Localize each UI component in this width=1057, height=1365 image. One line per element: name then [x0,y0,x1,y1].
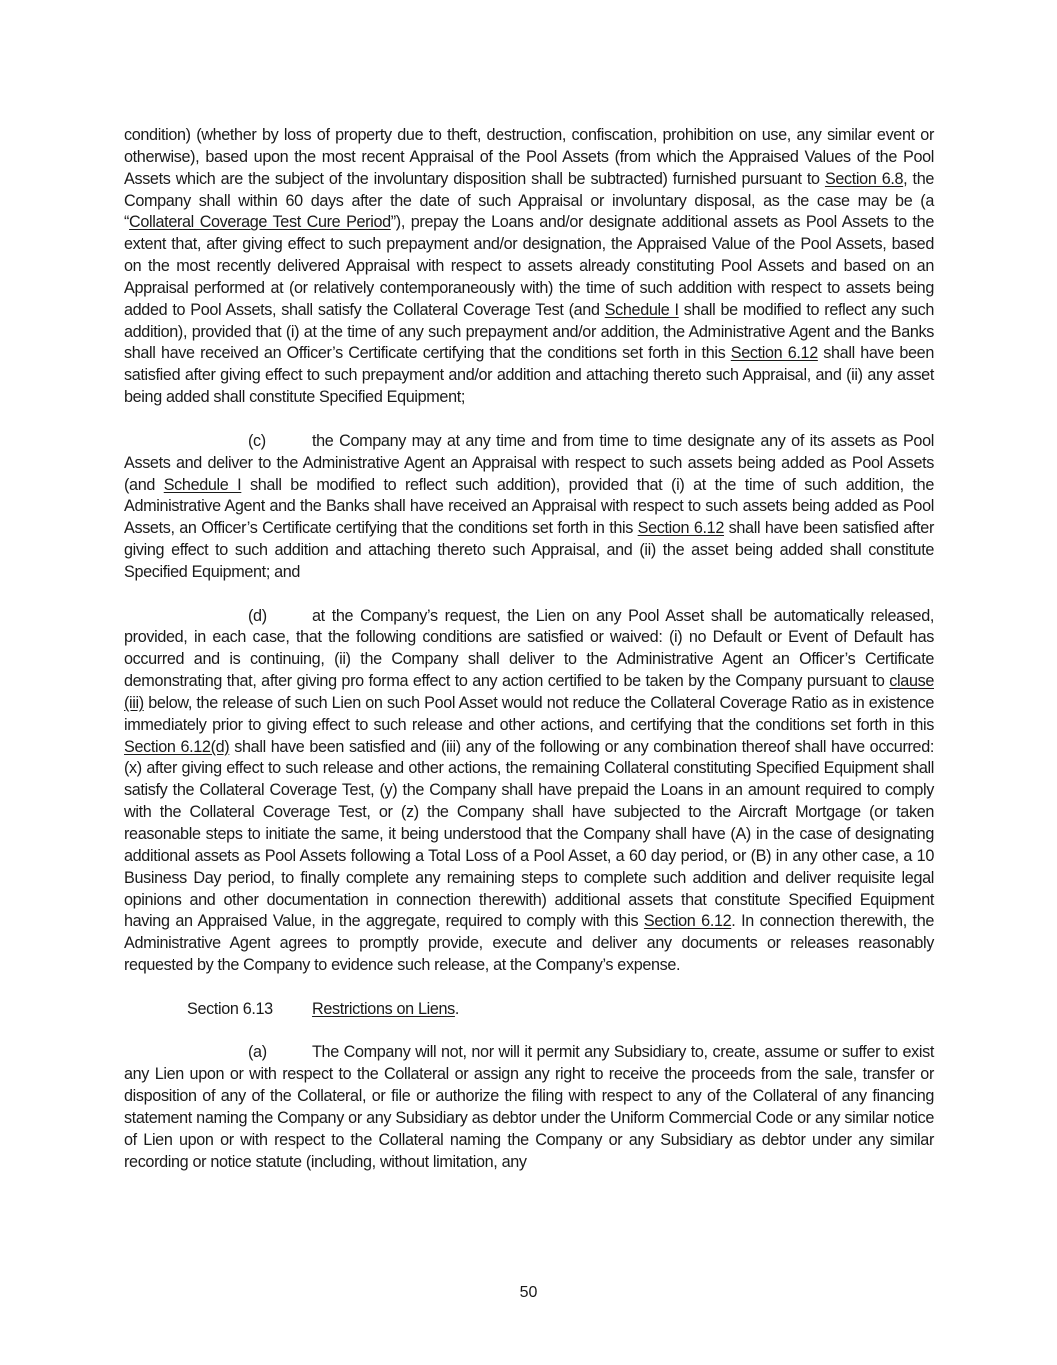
cross-reference-link[interactable]: Section 6.8 [824,169,904,188]
paragraph-text: shall be modified to reflect any such addition), provided that (i) at the time of any such prepayment and/or addition, the Administrative Agent and the Banks shall have received an Officer’s Certificate certifying that the conditions set forth in this [124,300,934,363]
paragraph-continuation-b [124,125,934,409]
paragraph-text: below, the release of such Lien on such Pool Asset would not reduce the Collateral Coverage Ratio as in existence immediately prior to giving effect to such release and other actions, and certifying that the conditions set forth in this [124,693,934,734]
paragraph-text: . In connection therewith, the Administrative Agent agrees to promptly provide, execute and deliver any documents or releases reasonably requested by the Company to evidence such release, at the Company’s expense. [124,912,935,975]
paragraph-text: , the Company shall within 60 days after the date of such Appraisal or involuntary disposal, as the case may be (a “ [124,169,935,232]
cross-reference-link[interactable]: Section 6.12(d) [124,737,230,756]
paragraph-text: shall be modified to reflect such addition), provided that (i) at the time of such addition, the Administrative Agent and the Banks shall have received an Appraisal with respect to such assets being added as Pool Assets, an Officer’s Certificate certifying that the conditions set forth in this [124,475,934,538]
cross-reference-link[interactable]: clause (iii) [124,672,934,712]
paragraph-text: condition) (whether by loss of property due to theft, destruction, confiscation, prohibition on use, any similar event or otherwise), based upon the most recent Appraisal of the Pool Assets (from which the Appraised Values of the Pool Assets which are the subject of the involuntary disposition shall be subtracted) furnished pursuant to [124,126,934,188]
paragraph-text: shall have been satisfied after giving effect to such prepayment and/or addition and attaching thereto such Appraisal, and (ii) any asset being added shall constitute Specified Equipment; [124,344,934,407]
cross-reference-link[interactable]: Collateral Coverage Test Cure Period [129,213,391,232]
clause-label: (d) [248,606,267,625]
paragraph-text: shall have been satisfied and (iii) any of the following or any combination thereof shall have occurred: (x) after giving effect to such release and other actions, the remaining Collateral constituting Specified Equipment shall satisfy the Collateral Coverage Test, (y) the Company shall have prepaid the Loans in an amount required to comply with the Collateral Coverage Test, or (z) the Company shall have subjected to the Aircraft Mortgage (or taken reasonable steps to initiate the same, it being understood that the Company shall have (A) in the case of designating additional assets as Pool Assets following a Total Loss of a Pool Asset, a 60 day period, or (B) in any other case, a 10 Business Day period, to finally complete any remaining steps to complete such addition and deliver requisite legal opinions and other documentation in connection therewith) additional assets that constitute Specified Equipment having an Appraised Value, in the aggregate, required to comply with this [124,737,934,931]
paragraph-clause-c [124,431,934,584]
cross-reference-link[interactable]: Schedule I [604,300,679,319]
clause-label: (a) [248,1043,267,1062]
paragraph-text: at the Company’s request, the Lien on any Pool Asset shall be automatically released, provided, in each case, that the following conditions are satisfied or waived: (i) no Default or Event of Default has occurred and is continuing, (ii) the Company shall deliver to the Administrative Agent an Officer’s Certificate demonstrating that, after giving pro forma effect to any action certified to be taken by the Company pursuant to [124,606,934,691]
paragraph-text: ”), prepay the Loans and/or designate additional assets as Pool Assets to the extent that, after giving effect to such prepayment and/or designation, the Appraised Value of the Pool Assets, based on the most recently delivered Appraisal with respect to assets already constituting Pool Assets and based on an Appraisal performed at (or relatively contemporaneously with) the time of such addition with respect to assets being added to Pool Assets, shall satisfy the Collateral Coverage Test (and [124,213,934,319]
cross-reference-link[interactable]: Section 6.12 [637,519,724,538]
cross-reference-link[interactable]: Section 6.12 [730,344,818,363]
section-title: Restrictions on Liens [312,999,455,1018]
paragraph-text: shall have been satisfied after giving effect to such addition and attaching thereto such Appraisal, and (ii) the asset being added shall constitute Specified Equipment; and [124,519,935,581]
cross-reference-link[interactable]: Section 6.12 [643,912,732,931]
section-heading [124,999,934,1021]
section-number: Section 6.13 [187,999,273,1018]
paragraph-6-13-a [124,1042,934,1173]
paragraph-text: The Company will not, nor will it permit any Subsidiary to, create, assume or suffer to exist any Lien upon or with respect to the Collateral or assign any right to receive the proceeds from the sale, transfer or disposition of any of the Collateral, or file or authorize the filing with respect to any of the Collateral of any financing statement naming the Company or any Subsidiary as debtor under the Uniform Commercial Code or any similar notice of Lien upon or with respect to the Collateral naming the Company or any Subsidiary as debtor under any similar recording or notice statute (including, without limitation, any [124,1043,934,1171]
clause-label: (c) [248,431,266,450]
paragraph-clause-d [124,606,934,977]
cross-reference-link[interactable]: Schedule I [163,475,242,494]
paragraph-text: the Company may at any time and from time to time designate any of its assets as Pool Assets and deliver to the Administrative Agent an Appraisal with respect to such assets being added as Pool Assets (and [124,431,934,494]
document-page [124,125,934,1174]
section-title-period: . [454,999,460,1018]
page-number: 50 [519,1284,538,1301]
